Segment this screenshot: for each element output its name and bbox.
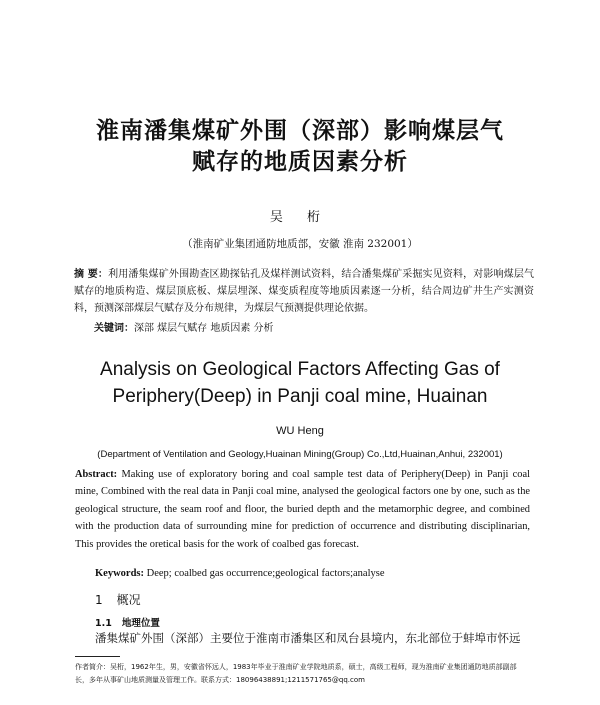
section-1-1-heading — [95, 615, 160, 629]
title-en-line1: Analysis on Geological Factors Affecting Gas of — [100, 359, 500, 380]
section-1-title: 概况 — [116, 593, 141, 607]
section-1-1-title: 地理位置 — [121, 618, 160, 629]
abstract-en-label: Abstract: — [75, 469, 118, 480]
affiliation-en: (Department of Ventilation and Geology,Huainan Mining(Group) Co.,Ltd,Huainan,Anhui, 232001) — [97, 449, 503, 460]
keywords-cn-text: 深部 煤层气赋存 地质因素 分析 — [134, 323, 274, 334]
section-1-number: 1 — [95, 593, 103, 607]
keywords-cn — [94, 319, 534, 334]
abstract-cn-label: 摘 要： — [74, 269, 109, 280]
affiliation-cn: （淮南矿业集团通防地质部，安徽 淮南 232001） — [182, 238, 418, 250]
keywords-cn-label: 关键词： — [94, 323, 134, 334]
keywords-en-text: Deep; coalbed gas occurrence;geological factors;analyse — [146, 568, 385, 579]
section-1-1-number: 1.1 — [95, 618, 112, 629]
section-1-heading — [95, 591, 141, 608]
title-en-line2: Periphery(Deep) in Panji coal mine, Huainan — [112, 386, 488, 407]
abstract-cn — [74, 266, 534, 317]
title-cn-line1: 淮南潘集煤矿外围（深部）影响煤层气 — [96, 118, 504, 144]
abstract-cn-text: 利用潘集煤矿外围勘查区勘探钻孔及煤样测试资料，结合潘集煤矿采掘实见资料，对影响煤层气赋存的地质构造、煤层顶底板、煤层埋深、煤变质程度等地质因素逐一分析，结合周边矿井生产实测资料，预测深部煤层气赋存及分布规律，为煤层气预测提供理论依据。 — [74, 269, 534, 314]
author-cn: 吴 桁 — [269, 210, 331, 225]
body-paragraph: 潘集煤矿外围（深部）主要位于淮南市潘集区和凤台县境内，东北部位于蚌埠市怀远 — [95, 631, 521, 645]
title-cn-line2: 赋存的地质因素分析 — [192, 149, 408, 175]
footnote: 作者简介：吴桁，1962年生，男，安徽省怀远人，1983年毕业于淮南矿业学院地质系，硕士，高级工程师，现为淮南矿业集团通防地质部副部长，多年从事矿山地质测量及管理工作。联系方式：18096438891;1211571765@qq.com — [75, 663, 517, 684]
author-en: WU Heng — [276, 425, 324, 437]
abstract-en — [75, 466, 530, 553]
footnote-divider — [75, 656, 120, 657]
keywords-en-label: Keywords: — [95, 568, 144, 579]
keywords-en — [95, 568, 535, 579]
abstract-en-text: Making use of exploratory boring and coal sample test data of Periphery(Deep) in Panji coal mine, Combined with the real data in Panji coal mine, analysed the geological factors one by one, such as the geological structure, the seam roof and floor, the buried depth and the metamorphic degree, and combined with the production data of surrounding mine for prediction of occurrence and distributing disciplinarian, This provides the oretical basis for the work of coalbed gas forecast. — [75, 469, 530, 550]
